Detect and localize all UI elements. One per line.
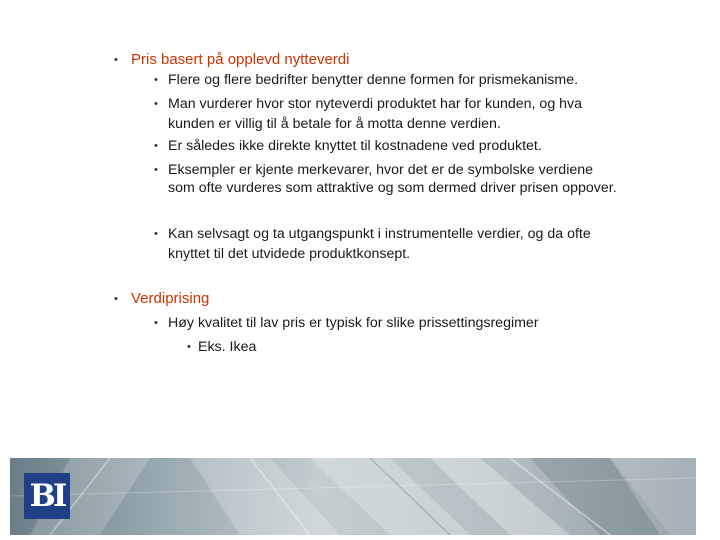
bullet-icon: • — [114, 293, 118, 305]
list-item-continuation: knyttet til det utvidede produktkonsept. — [168, 246, 411, 262]
list-item: Er således ikke direkte knyttet til kostnadene ved produktet. — [168, 138, 542, 154]
bullet-icon: • — [187, 341, 191, 353]
list-item-sub: Eks. Ikea — [198, 339, 257, 355]
bullet-icon: • — [154, 317, 158, 329]
bi-logo: BI — [24, 473, 70, 519]
bullet-icon: • — [154, 74, 158, 86]
section-heading: Pris basert på opplevd nytteverdi — [131, 51, 350, 68]
list-item: Man vurderer hvor stor nyteverdi produktet har for kunden, og hva — [168, 96, 583, 112]
list-item: Eksempler er kjente merkevarer, hvor det er de symbolske verdiene — [168, 162, 594, 178]
footer-architecture-graphic — [10, 458, 696, 535]
bullet-icon: • — [154, 228, 158, 240]
list-item: Kan selvsagt og ta utgangspunkt i instrumentelle verdier, og da ofte — [168, 226, 591, 242]
section-heading: Verdiprising — [131, 290, 210, 307]
list-item: Flere og flere bedrifter benytter denne formen for prismekanisme. — [168, 72, 579, 88]
list-item-continuation: som ofte vurderes som attraktive og som dermed driver prisen oppover. — [168, 180, 617, 196]
footer-banner — [10, 458, 696, 535]
bullet-icon: • — [154, 164, 158, 176]
bullet-icon: • — [154, 98, 158, 110]
list-item-continuation: kunden er villig til å betale for å motta denne verdien. — [168, 116, 501, 132]
list-item: Høy kvalitet til lav pris er typisk for slike prissettingsregimer — [168, 315, 539, 331]
bullet-icon: • — [154, 140, 158, 152]
bullet-icon: • — [114, 54, 118, 66]
